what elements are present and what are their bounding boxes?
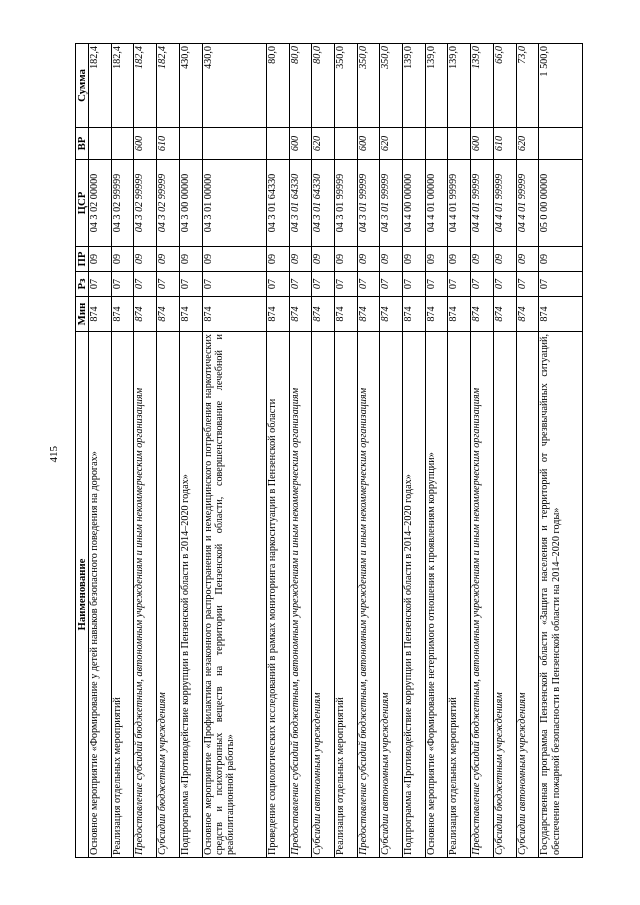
cell-csr: 04 3 01 99999: [380, 160, 403, 247]
cell-csr: 04 3 01 00000: [202, 160, 266, 247]
cell-rz: 07: [493, 272, 516, 297]
cell-vr: [202, 128, 266, 160]
cell-min: 874: [157, 297, 180, 332]
cell-vr: [335, 128, 358, 160]
cell-pr: 09: [157, 247, 180, 272]
cell-min: 874: [289, 297, 312, 332]
cell-name: Подпрограмма «Противодействие коррупции в Пензенской области в 2014–2020 годах»: [403, 332, 426, 858]
table-row: [134, 44, 157, 858]
header-rz: Рз: [76, 272, 89, 297]
cell-min: 874: [380, 297, 403, 332]
cell-name: Предоставление субсидий бюджетным, автономным учреждениям и иным некоммерческим организациям: [471, 332, 494, 858]
cell-vr: [448, 128, 471, 160]
cell-rz: 07: [448, 272, 471, 297]
cell-vr: [111, 128, 134, 160]
cell-min: 874: [403, 297, 426, 332]
cell-csr: 04 4 01 99999: [471, 160, 494, 247]
cell-name: Проведение социологических исследований в рамках мониторинга наркоситуации в Пензенской области: [266, 332, 289, 858]
header-min: Мин: [76, 297, 89, 332]
cell-sum: 139,0: [471, 44, 494, 128]
cell-name: Предоставление субсидий бюджетным, автономным учреждениям и иным некоммерческим организациям: [289, 332, 312, 858]
cell-csr: 04 3 01 64330: [312, 160, 335, 247]
rotated-table-sheet: [75, 44, 583, 858]
cell-pr: 09: [111, 247, 134, 272]
table-row: [448, 44, 471, 858]
cell-rz: 07: [380, 272, 403, 297]
cell-vr: 620: [516, 128, 539, 160]
cell-min: 874: [179, 297, 202, 332]
cell-csr: 04 3 01 64330: [266, 160, 289, 247]
cell-vr: [539, 128, 583, 160]
cell-sum: 80,0: [266, 44, 289, 128]
cell-sum: 182,4: [157, 44, 180, 128]
cell-pr: 09: [448, 247, 471, 272]
cell-pr: 09: [493, 247, 516, 272]
cell-vr: 610: [157, 128, 180, 160]
cell-rz: 07: [289, 272, 312, 297]
cell-sum: 430,0: [202, 44, 266, 128]
cell-sum: 350,0: [335, 44, 358, 128]
cell-rz: 07: [134, 272, 157, 297]
cell-csr: 04 3 01 99999: [357, 160, 380, 247]
cell-pr: 09: [202, 247, 266, 272]
cell-min: 874: [111, 297, 134, 332]
table-row: [111, 44, 134, 858]
cell-sum: 430,0: [179, 44, 202, 128]
cell-sum: 80,0: [312, 44, 335, 128]
cell-pr: 09: [335, 247, 358, 272]
cell-csr: 04 4 01 99999: [493, 160, 516, 247]
cell-csr: 04 4 01 99999: [516, 160, 539, 247]
cell-csr: 04 3 02 99999: [157, 160, 180, 247]
table-body: [89, 44, 583, 858]
header-name: Наименование: [76, 332, 89, 858]
cell-rz: 07: [89, 272, 112, 297]
cell-vr: [403, 128, 426, 160]
cell-rz: 07: [266, 272, 289, 297]
cell-pr: 09: [266, 247, 289, 272]
cell-sum: 182,4: [89, 44, 112, 128]
cell-rz: 07: [157, 272, 180, 297]
cell-pr: 09: [89, 247, 112, 272]
cell-sum: 73,0: [516, 44, 539, 128]
cell-pr: 09: [134, 247, 157, 272]
cell-vr: 600: [134, 128, 157, 160]
cell-min: 874: [335, 297, 358, 332]
cell-vr: 620: [380, 128, 403, 160]
table-row: [157, 44, 180, 858]
header-pr: ПР: [76, 247, 89, 272]
cell-rz: 07: [312, 272, 335, 297]
cell-name: Субсидии бюджетным учреждениям: [157, 332, 180, 858]
cell-vr: 600: [289, 128, 312, 160]
cell-vr: 600: [357, 128, 380, 160]
cell-csr: 04 3 02 99999: [134, 160, 157, 247]
cell-sum: 139,0: [448, 44, 471, 128]
cell-pr: 09: [471, 247, 494, 272]
table-row: [516, 44, 539, 858]
cell-vr: 620: [312, 128, 335, 160]
cell-sum: 80,0: [289, 44, 312, 128]
cell-csr: 05 0 00 00000: [539, 160, 583, 247]
table-row: [89, 44, 112, 858]
cell-min: 874: [312, 297, 335, 332]
cell-min: 874: [89, 297, 112, 332]
cell-pr: 09: [380, 247, 403, 272]
cell-min: 874: [425, 297, 448, 332]
cell-name: Основное мероприятие «Профилактика незаконного распространения и немедицинского потребления наркотических средств и психотропных веществ на территории Пензенской области, совершенствование лечебной и реабилитационной работы»: [202, 332, 266, 858]
cell-min: 874: [448, 297, 471, 332]
cell-vr: [179, 128, 202, 160]
cell-min: 874: [134, 297, 157, 332]
cell-pr: 09: [425, 247, 448, 272]
cell-rz: 07: [179, 272, 202, 297]
cell-vr: 600: [471, 128, 494, 160]
cell-name: Реализация отдельных мероприятий: [448, 332, 471, 858]
cell-csr: 04 4 00 00000: [403, 160, 426, 247]
cell-name: Государственная программа Пензенской области «Защита населения и территорий от чрезвычайных ситуаций, обеспечение пожарной безопасности в Пензенской области на 2014–2020 годы»: [539, 332, 583, 858]
cell-min: 874: [471, 297, 494, 332]
cell-min: 874: [539, 297, 583, 332]
cell-name: Подпрограмма «Противодействие коррупции в Пензенской области в 2014–2020 годах»: [179, 332, 202, 858]
table-row: [357, 44, 380, 858]
cell-pr: 09: [403, 247, 426, 272]
cell-rz: 07: [111, 272, 134, 297]
cell-csr: 04 3 01 64330: [289, 160, 312, 247]
cell-pr: 09: [289, 247, 312, 272]
cell-pr: 09: [539, 247, 583, 272]
cell-csr: 04 4 01 99999: [448, 160, 471, 247]
cell-sum: 139,0: [425, 44, 448, 128]
cell-pr: 09: [516, 247, 539, 272]
table-row: [403, 44, 426, 858]
table-row: [335, 44, 358, 858]
cell-min: 874: [516, 297, 539, 332]
cell-rz: 07: [539, 272, 583, 297]
cell-name: Реализация отдельных мероприятий: [335, 332, 358, 858]
cell-name: Субсидии бюджетным учреждениям: [493, 332, 516, 858]
table-row: [289, 44, 312, 858]
table-row: [471, 44, 494, 858]
cell-csr: 04 3 01 99999: [335, 160, 358, 247]
table-row: [380, 44, 403, 858]
table-row: [202, 44, 266, 858]
cell-rz: 07: [202, 272, 266, 297]
cell-sum: 1 500,0: [539, 44, 583, 128]
budget-table: [75, 43, 583, 858]
cell-sum: 182,4: [111, 44, 134, 128]
cell-vr: 610: [493, 128, 516, 160]
table-row: [312, 44, 335, 858]
cell-rz: 07: [471, 272, 494, 297]
cell-sum: 139,0: [403, 44, 426, 128]
cell-min: 874: [202, 297, 266, 332]
cell-name: Субсидии автономным учреждениям: [516, 332, 539, 858]
table-row: [179, 44, 202, 858]
table-row: [493, 44, 516, 858]
cell-rz: 07: [357, 272, 380, 297]
cell-vr: [89, 128, 112, 160]
cell-csr: 04 3 02 99999: [111, 160, 134, 247]
cell-name: Предоставление субсидий бюджетным, автономным учреждениям и иным некоммерческим организациям: [134, 332, 157, 858]
table-header-row: [76, 44, 89, 858]
cell-pr: 09: [312, 247, 335, 272]
table-row: [266, 44, 289, 858]
cell-name: Реализация отдельных мероприятий: [111, 332, 134, 858]
cell-vr: [266, 128, 289, 160]
table-row: [539, 44, 583, 858]
cell-rz: 07: [425, 272, 448, 297]
header-vr: ВР: [76, 128, 89, 160]
cell-csr: 04 3 00 00000: [179, 160, 202, 247]
cell-min: 874: [493, 297, 516, 332]
cell-pr: 09: [357, 247, 380, 272]
cell-sum: 350,0: [380, 44, 403, 128]
cell-rz: 07: [516, 272, 539, 297]
cell-pr: 09: [179, 247, 202, 272]
cell-name: Основное мероприятие «Формирование нетерпимого отношения к проявлениям коррупции»: [425, 332, 448, 858]
header-csr: ЦСР: [76, 160, 89, 247]
cell-min: 874: [266, 297, 289, 332]
cell-min: 874: [357, 297, 380, 332]
table-row: [425, 44, 448, 858]
cell-name: Основное мероприятие «Формирование у детей навыков безопасного поведения на дорогах»: [89, 332, 112, 858]
page-number: 415: [48, 446, 60, 463]
cell-sum: 350,0: [357, 44, 380, 128]
cell-rz: 07: [403, 272, 426, 297]
cell-vr: [425, 128, 448, 160]
cell-name: Субсидии автономным учреждениям: [380, 332, 403, 858]
cell-rz: 07: [335, 272, 358, 297]
cell-sum: 66,0: [493, 44, 516, 128]
cell-sum: 182,4: [134, 44, 157, 128]
header-sum: Сумма: [76, 44, 89, 128]
cell-name: Предоставление субсидий бюджетным, автономным учреждениям и иным некоммерческим организациям: [357, 332, 380, 858]
cell-csr: 04 3 02 00000: [89, 160, 112, 247]
cell-csr: 04 4 01 00000: [425, 160, 448, 247]
cell-name: Субсидии автономным учреждениям: [312, 332, 335, 858]
